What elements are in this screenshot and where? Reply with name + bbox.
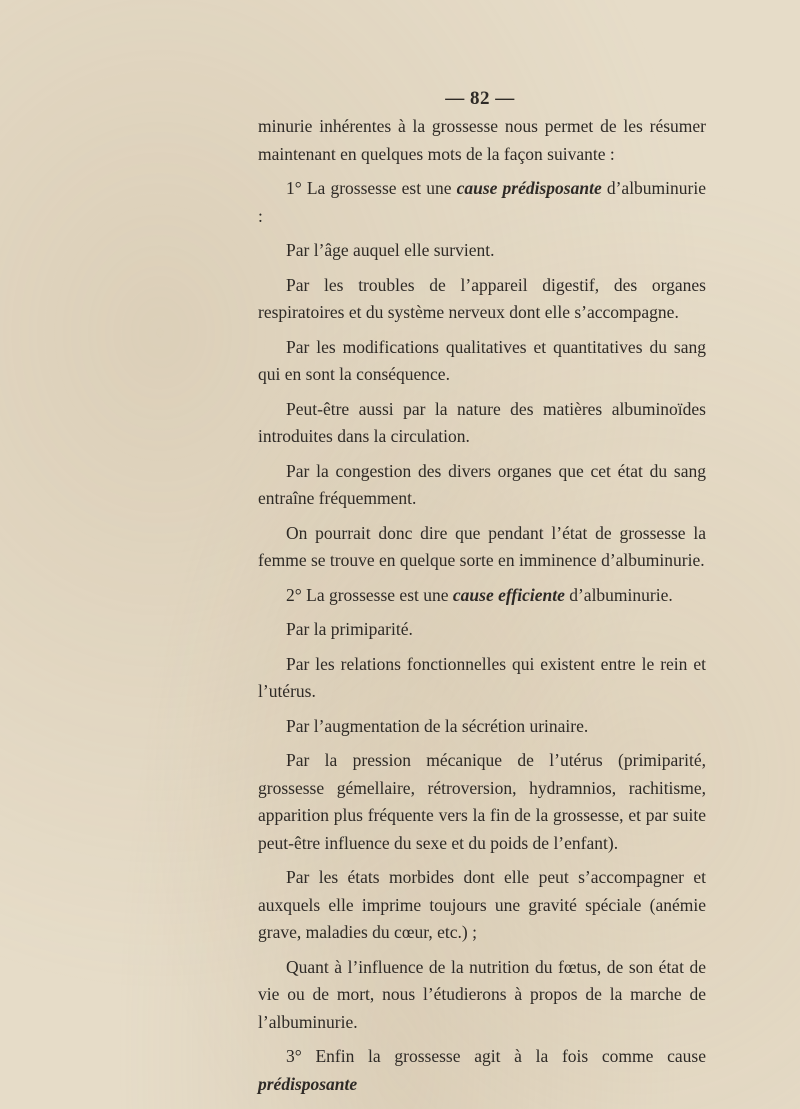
- text-run: d’albuminurie.: [564, 584, 673, 605]
- paragraph: [258, 1043, 706, 1098]
- text-run: 1° La grossesse est une: [286, 178, 457, 198]
- emphasis-text: cause prédisposante: [456, 178, 602, 198]
- text-run: Par les relations fonctionnelles qui existent entre le rein et l’utérus.: [258, 653, 706, 701]
- page-number: — 82 —: [445, 88, 515, 109]
- body-text: [258, 113, 706, 1098]
- paragraph: [258, 175, 706, 230]
- paragraph: [258, 954, 706, 1037]
- text-run: Par les modifications qualitatives et quantitatives du sang qui en sont la conséquence.: [258, 336, 706, 384]
- text-run: 2° La grossesse est une: [286, 584, 453, 605]
- paragraph: [258, 237, 706, 265]
- text-run: Par l’augmentation de la sécrétion urinaire.: [286, 715, 589, 736]
- paragraph: [258, 458, 706, 513]
- text-run: minurie inhérentes à la grossesse nous permet de les résumer maintenant en quelques mots de la façon suivante :: [258, 116, 706, 164]
- paragraph: [258, 113, 706, 168]
- text-run: Par la pression mécanique de l’utérus (primiparité, grossesse gémellaire, rétroversion, hydramnios, rachitisme, apparition plus fréquente vers la fin de la grossesse, et par suite peut-être influence du sexe et du poids de l’enfant).: [258, 750, 706, 853]
- emphasis-text: cause efficiente: [452, 584, 565, 605]
- text-run: 3° Enfin la grossesse agit à la fois comme cause: [286, 1046, 706, 1066]
- text-run: On pourrait donc dire que pendant l’état de grossesse la femme se trouve en quelque sorte en imminence d’albuminurie.: [258, 522, 706, 570]
- paragraph: [258, 747, 706, 857]
- paragraph: [258, 272, 706, 327]
- text-run: Par les troubles de l’appareil digestif, des organes respiratoires et du système nerveux dont elle s’accompagne.: [258, 274, 706, 322]
- paragraph: [258, 651, 706, 706]
- text-run: Quant à l’influence de la nutrition du fœtus, de son état de vie ou de mort, nous l’étudierons à propos de la marche de l’albuminurie.: [258, 956, 706, 1032]
- paragraph: [258, 334, 706, 389]
- text-run: Par les états morbides dont elle peut s’accompagner et auxquels elle imprime toujours une gravité spéciale (anémie grave, maladies du cœur, etc.) ;: [258, 867, 706, 942]
- text-run: d’albuminurie :: [258, 178, 706, 226]
- emphasis-text: prédisposante: [258, 1073, 358, 1094]
- text-run: Peut-être aussi par la nature des matières albuminoïdes introduites dans la circulation.: [258, 398, 706, 446]
- paragraph: [258, 713, 706, 741]
- text-run: Par la primiparité.: [286, 619, 413, 639]
- paragraph: [258, 616, 706, 644]
- text-run: Par la congestion des divers organes que cet état du sang entraîne fréquemment.: [258, 460, 706, 508]
- text-run: Par l’âge auquel elle survient.: [286, 240, 495, 260]
- paragraph: [258, 396, 706, 451]
- paragraph: [258, 864, 706, 947]
- paragraph: [258, 582, 706, 610]
- paragraph: [258, 520, 706, 575]
